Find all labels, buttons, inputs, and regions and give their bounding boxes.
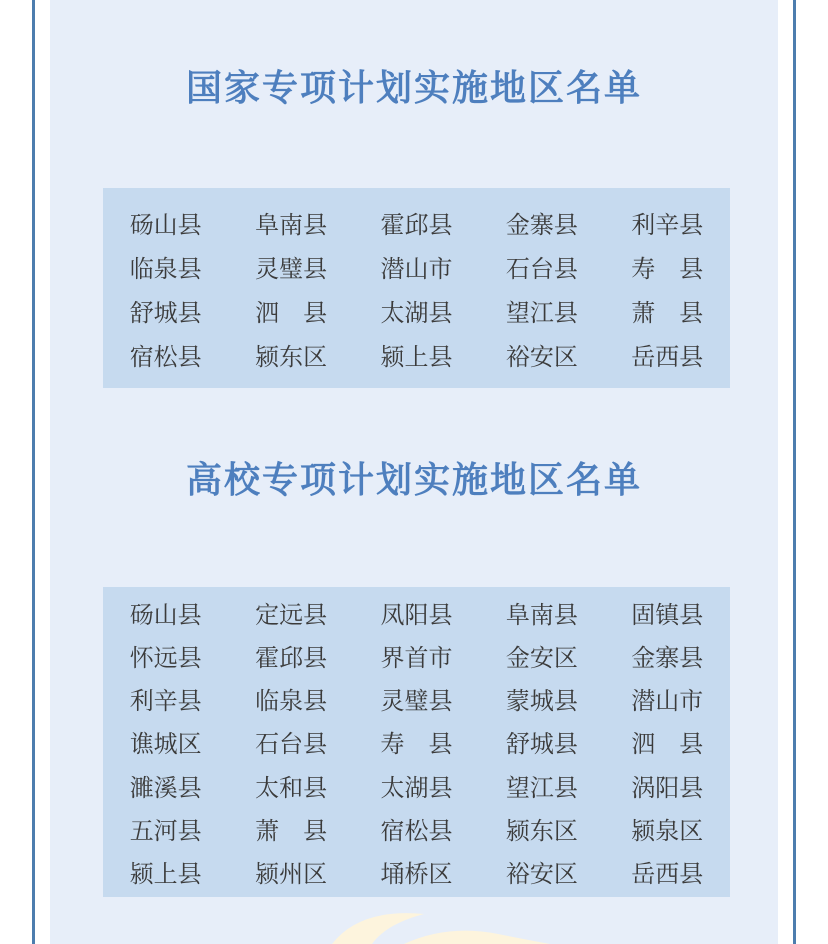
region-cell: 砀山县 — [129, 211, 202, 239]
region-cell: 固镇县 — [631, 602, 704, 630]
national-plan-region-panel — [103, 188, 730, 388]
article-content-area — [50, 0, 778, 944]
region-cell: 阜南县 — [505, 602, 578, 630]
region-cell: 怀远县 — [129, 645, 202, 673]
region-cell: 颍州区 — [255, 860, 328, 888]
region-cell: 泗 县 — [631, 731, 704, 759]
region-cell: 舒城县 — [505, 731, 578, 759]
region-cell: 寿 县 — [631, 255, 704, 283]
region-cell: 寿 县 — [380, 731, 453, 759]
right-border-rule — [793, 0, 796, 944]
region-cell: 颍泉区 — [631, 817, 704, 845]
region-cell: 临泉县 — [255, 688, 328, 716]
region-cell: 濉溪县 — [129, 774, 202, 802]
region-cell: 萧 县 — [631, 299, 704, 327]
region-cell: 灵璧县 — [255, 255, 328, 283]
region-cell: 裕安区 — [505, 860, 578, 888]
region-cell: 望江县 — [505, 299, 578, 327]
university-plan-region-panel — [103, 587, 730, 897]
region-cell: 潜山市 — [380, 255, 453, 283]
region-cell: 蒙城县 — [505, 688, 578, 716]
region-cell: 石台县 — [255, 731, 328, 759]
region-cell: 宿松县 — [380, 817, 453, 845]
region-cell: 定远县 — [255, 602, 328, 630]
region-cell: 石台县 — [505, 255, 578, 283]
region-cell: 太湖县 — [380, 774, 453, 802]
region-cell: 利辛县 — [631, 211, 704, 239]
region-cell: 涡阳县 — [631, 774, 704, 802]
region-cell: 霍邱县 — [255, 645, 328, 673]
region-cell: 颍上县 — [129, 860, 202, 888]
region-cell: 金寨县 — [631, 645, 704, 673]
region-cell: 太和县 — [255, 774, 328, 802]
region-cell: 裕安区 — [505, 343, 578, 371]
national-plan-title: 国家专项计划实施地区名单 — [185, 67, 642, 108]
region-cell: 五河县 — [129, 817, 202, 845]
region-cell: 岳西县 — [631, 860, 704, 888]
region-cell: 凤阳县 — [380, 602, 453, 630]
region-cell: 界首市 — [380, 645, 453, 673]
petal-watermark-icon — [320, 902, 550, 944]
region-grid — [103, 200, 730, 376]
region-cell: 谯城区 — [129, 731, 202, 759]
region-cell: 宿松县 — [129, 343, 202, 371]
region-cell: 潜山市 — [631, 688, 704, 716]
left-border-rule — [32, 0, 35, 944]
region-cell: 颍东区 — [255, 343, 328, 371]
region-cell: 萧 县 — [255, 817, 328, 845]
region-cell: 阜南县 — [255, 211, 328, 239]
region-cell: 望江县 — [505, 774, 578, 802]
region-cell: 临泉县 — [129, 255, 202, 283]
university-plan-title: 高校专项计划实施地区名单 — [185, 459, 642, 500]
region-cell: 利辛县 — [129, 688, 202, 716]
region-grid — [103, 591, 730, 893]
region-cell: 砀山县 — [129, 602, 202, 630]
region-cell: 金安区 — [505, 645, 578, 673]
region-cell: 太湖县 — [380, 299, 453, 327]
region-cell: 霍邱县 — [380, 211, 453, 239]
region-cell: 泗 县 — [255, 299, 328, 327]
region-cell: 舒城县 — [129, 299, 202, 327]
region-cell: 颍东区 — [505, 817, 578, 845]
region-cell: 灵璧县 — [380, 688, 453, 716]
region-cell: 金寨县 — [505, 211, 578, 239]
region-cell: 颍上县 — [380, 343, 453, 371]
region-cell: 埇桥区 — [380, 860, 453, 888]
region-cell: 岳西县 — [631, 343, 704, 371]
